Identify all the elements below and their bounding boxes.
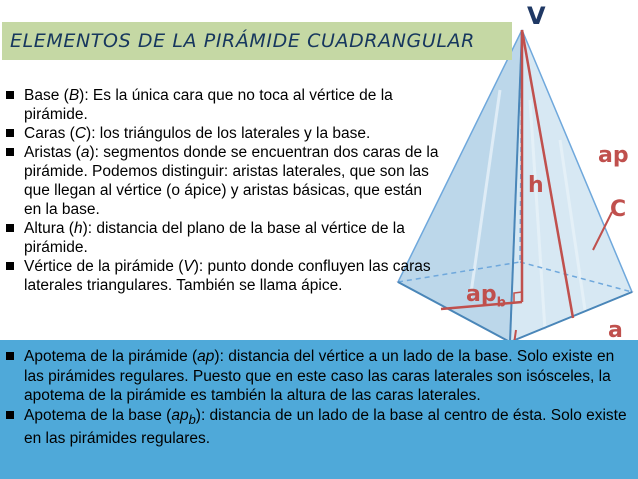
- lower-bullet-list: [0, 347, 632, 449]
- bullet-square: [6, 129, 14, 137]
- base-apothem-label: [466, 282, 506, 310]
- edge-label: a: [608, 318, 623, 343]
- bullet-faces: Caras (C): los triángulos de los laterales y la base.: [0, 124, 440, 143]
- bullet-square: [6, 411, 14, 419]
- bullet-base: Base (B): Es la única cara que no toca al vértice de la pirámide.: [0, 86, 440, 124]
- base-apothem-label-main: ap: [466, 282, 497, 307]
- bullet-square: [6, 148, 14, 156]
- base-apothem-label-sub: b: [496, 295, 506, 311]
- upper-bullet-list: [0, 86, 440, 295]
- bullet-base-apothem: Apotema de la base $(ap_b)$: distancia de un lado de la base al centro de ésta. Solo existe en las pirámides regulares.: [0, 406, 632, 449]
- slide-title: ELEMENTOS DE LA PIRÁMIDE CUADRANGULAR: [10, 30, 475, 52]
- face-label: C: [610, 197, 627, 222]
- title-banner: [2, 22, 512, 60]
- bullet-square: [6, 91, 14, 99]
- bullet-square: [6, 352, 14, 360]
- height-label: h: [528, 173, 544, 198]
- bullet-edges: Aristas (a): segmentos donde se encuentran dos caras de la pirámide. Podemos distinguir: aristas laterales, que son las que llegan al vértice (o ápice) y aristas básicas, que están en la base.: [0, 143, 440, 219]
- bullet-vertex: Vértice de la pirámide (V): punto donde confluyen las caras laterales triangulares. También se llama ápice.: [0, 257, 440, 295]
- apothem-label: ap: [598, 143, 629, 168]
- bullet-pyramid-apothem: Apotema de la pirámide (ap): distancia del vértice a un lado de la base. Solo existe en las pirámides regulares. Puesto que en este caso las caras laterales son isósceles, la apotema de la pirámide es también la altura de las caras laterales.: [0, 347, 632, 406]
- bullet-height: Altura (h): distancia del plano de la base al vértice de la pirámide.: [0, 219, 440, 257]
- bullet-square: [6, 224, 14, 232]
- vertex-label: V: [527, 2, 546, 30]
- bullet-square: [6, 262, 14, 270]
